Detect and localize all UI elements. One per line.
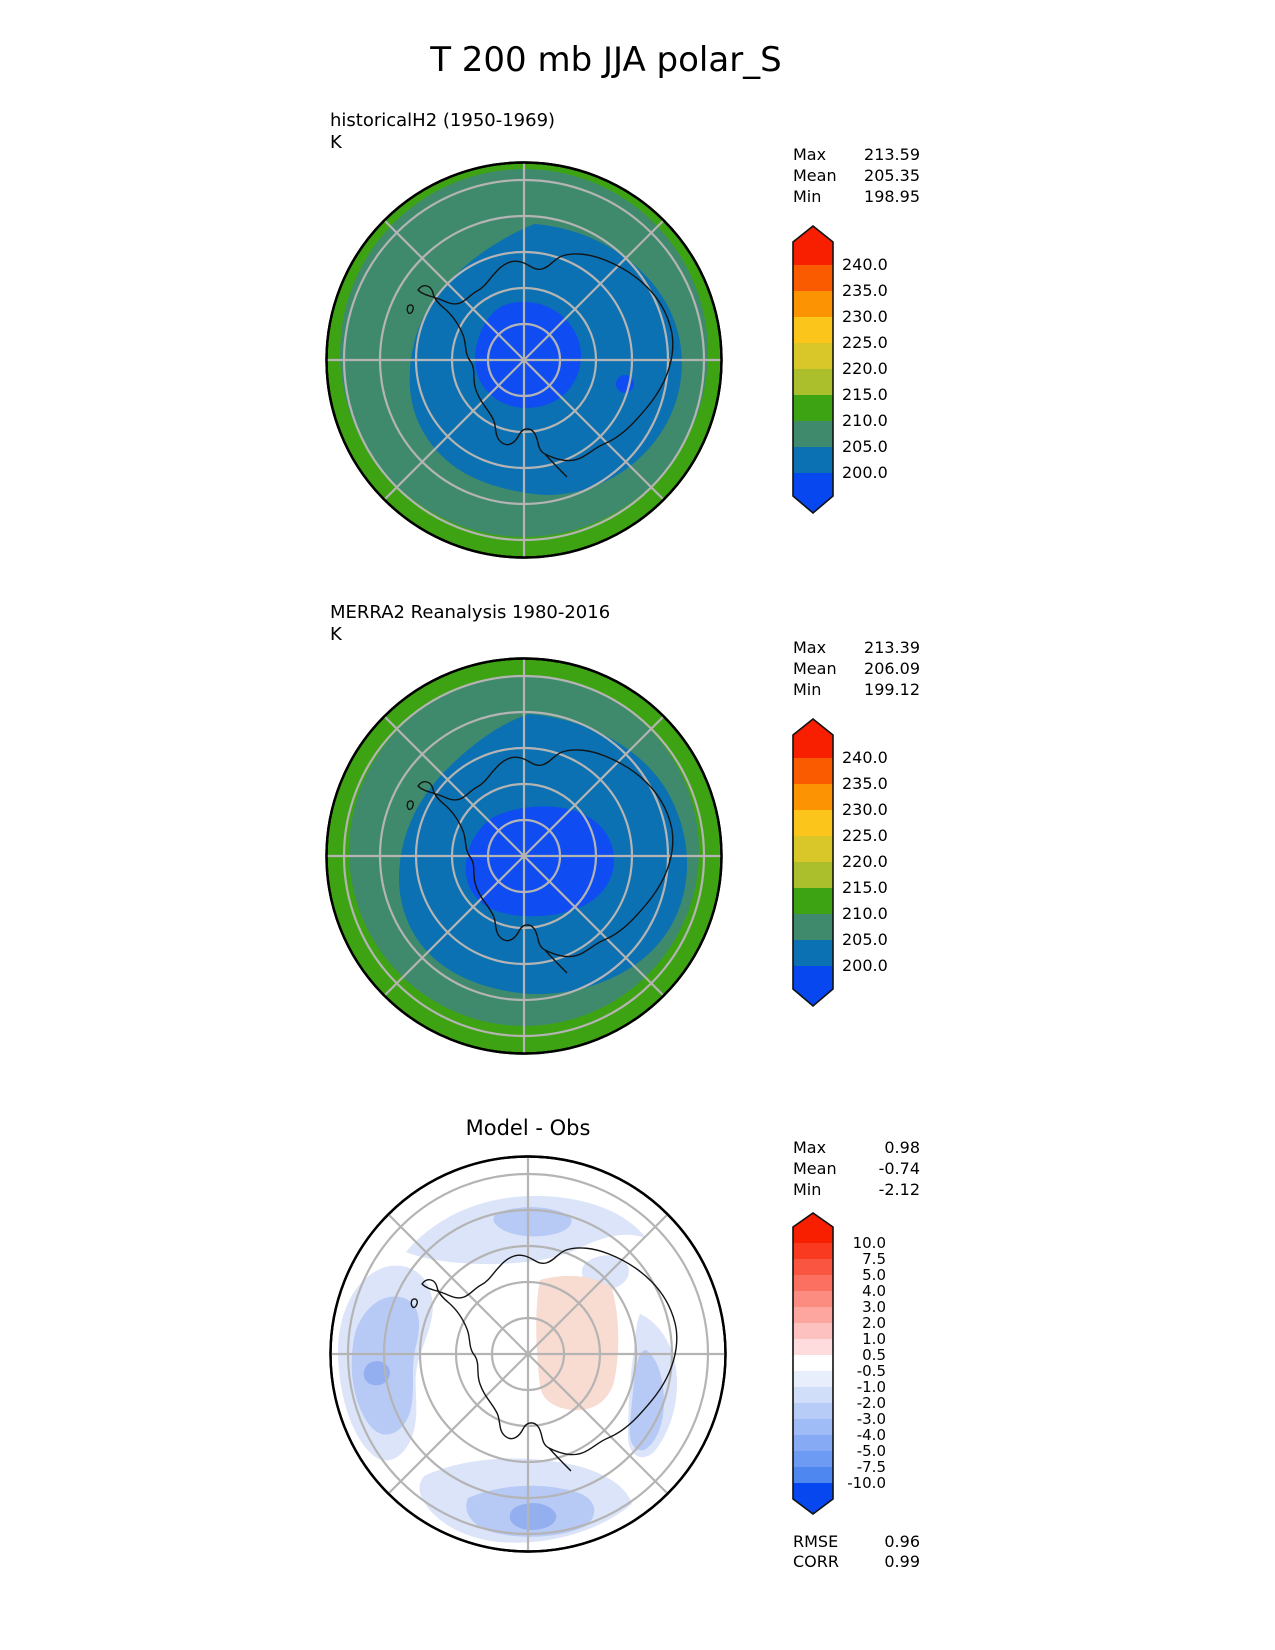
stat-row xyxy=(793,1532,920,1552)
colorbar-tick-label: 200.0 xyxy=(842,463,888,482)
panel3-stats xyxy=(793,1137,920,1200)
stat-name: Mean xyxy=(793,659,837,678)
colorbar-tick-label: 240.0 xyxy=(842,255,888,274)
stat-row xyxy=(793,165,920,186)
colorbar-tick-label: 5.0 xyxy=(862,1266,886,1284)
panel3-metrics xyxy=(793,1532,920,1572)
colorbar-tick-label: -5.0 xyxy=(856,1442,886,1460)
stat-name: Mean xyxy=(793,1159,837,1178)
panel2-stats xyxy=(793,637,920,700)
stat-value: 206.09 xyxy=(864,659,920,678)
colorbar-tick-label: 210.0 xyxy=(842,904,888,923)
colorbar-tick-label: 205.0 xyxy=(842,930,888,949)
colorbar-tick-label: -0.5 xyxy=(856,1362,886,1380)
colorbar-tick-label: 210.0 xyxy=(842,411,888,430)
stat-name: Max xyxy=(793,145,827,164)
stat-row xyxy=(793,679,920,700)
colorbar-tick-label: 0.5 xyxy=(862,1346,886,1364)
colorbar-tick-label: 200.0 xyxy=(842,956,888,975)
panel2-dataset-label: MERRA2 Reanalysis 1980-2016 xyxy=(330,602,611,623)
stat-name: Mean xyxy=(793,166,837,185)
stat-value: -2.12 xyxy=(878,1180,920,1199)
panel2-label xyxy=(330,602,610,646)
colorbar-tick-label: 230.0 xyxy=(842,307,888,326)
panel1-units-label: K xyxy=(330,132,342,153)
stat-row xyxy=(793,144,920,165)
colorbar-tick-label: -4.0 xyxy=(856,1426,886,1444)
panel1-stats xyxy=(793,144,920,207)
colorbar-tick-label: 220.0 xyxy=(842,359,888,378)
stat-value: 0.98 xyxy=(884,1138,920,1157)
colorbar-tick-label: 10.0 xyxy=(852,1234,886,1252)
stat-name: Max xyxy=(793,1138,827,1157)
panel3-title: Model - Obs xyxy=(465,1116,591,1140)
colorbar-tick-label: 225.0 xyxy=(842,333,888,352)
colorbar-tick-label: -3.0 xyxy=(856,1410,886,1428)
colorbar-tick-label: 235.0 xyxy=(842,281,888,300)
figure-title: T 200 mb JJA polar_S xyxy=(430,40,782,80)
stat-value: 0.96 xyxy=(884,1532,920,1551)
stat-row xyxy=(793,1552,920,1572)
stat-name: Min xyxy=(793,680,822,699)
colorbar-tick-label: -2.0 xyxy=(856,1394,886,1412)
latitude-longitude-grid xyxy=(326,658,722,1054)
diff-positive-patch xyxy=(536,1276,618,1410)
stat-name: RMSE xyxy=(793,1532,839,1551)
colorbar-tick-label: 3.0 xyxy=(862,1298,886,1316)
colorbar-tick-label: 7.5 xyxy=(862,1250,886,1268)
stat-name: Min xyxy=(793,187,822,206)
colorbar-tick-label: 230.0 xyxy=(842,800,888,819)
stat-row xyxy=(793,1179,920,1200)
map-model-minus-obs-polar xyxy=(326,1152,730,1556)
stat-value: 199.12 xyxy=(864,680,920,699)
latitude-longitude-grid xyxy=(326,162,722,558)
stat-row xyxy=(793,1137,920,1158)
panel2-units-label: K xyxy=(330,624,342,645)
panel1-dataset-label: historicalH2 (1950-1969) xyxy=(330,110,556,131)
stat-name: Min xyxy=(793,1180,822,1199)
map-historical-polar xyxy=(322,158,726,562)
colorbar-bar xyxy=(790,225,836,515)
stat-value: 198.95 xyxy=(864,187,920,206)
stat-row xyxy=(793,1158,920,1179)
map-merra2-polar xyxy=(322,654,726,1058)
colorbar-tick-label: 225.0 xyxy=(842,826,888,845)
colorbar-tick-label: -1.0 xyxy=(856,1378,886,1396)
colorbar-tick-label: 215.0 xyxy=(842,385,888,404)
colorbar-bar xyxy=(790,718,836,1008)
colorbar-tick-label: 240.0 xyxy=(842,748,888,767)
stat-value: -0.74 xyxy=(878,1159,920,1178)
colorbar-tick-label: 205.0 xyxy=(842,437,888,456)
stat-value: 213.59 xyxy=(864,145,920,164)
stat-value: 205.35 xyxy=(864,166,920,185)
stat-name: Max xyxy=(793,638,827,657)
colorbar-tick-label: -7.5 xyxy=(856,1458,886,1476)
colorbar-tick-label: 215.0 xyxy=(842,878,888,897)
colorbar-tick-label: 235.0 xyxy=(842,774,888,793)
latitude-longitude-grid xyxy=(330,1156,726,1552)
stat-row xyxy=(793,637,920,658)
stat-value: 0.99 xyxy=(884,1552,920,1571)
stat-row xyxy=(793,186,920,207)
colorbar-tick-label: 220.0 xyxy=(842,852,888,871)
colorbar-tick-label: 2.0 xyxy=(862,1314,886,1332)
colorbar-tick-label: 1.0 xyxy=(862,1330,886,1348)
stat-row xyxy=(793,658,920,679)
panel1-label xyxy=(330,110,555,154)
colorbar-tick-label: -10.0 xyxy=(847,1474,886,1492)
stat-value: 213.39 xyxy=(864,638,920,657)
colorbar-tick-label: 4.0 xyxy=(862,1282,886,1300)
stat-name: CORR xyxy=(793,1552,839,1571)
